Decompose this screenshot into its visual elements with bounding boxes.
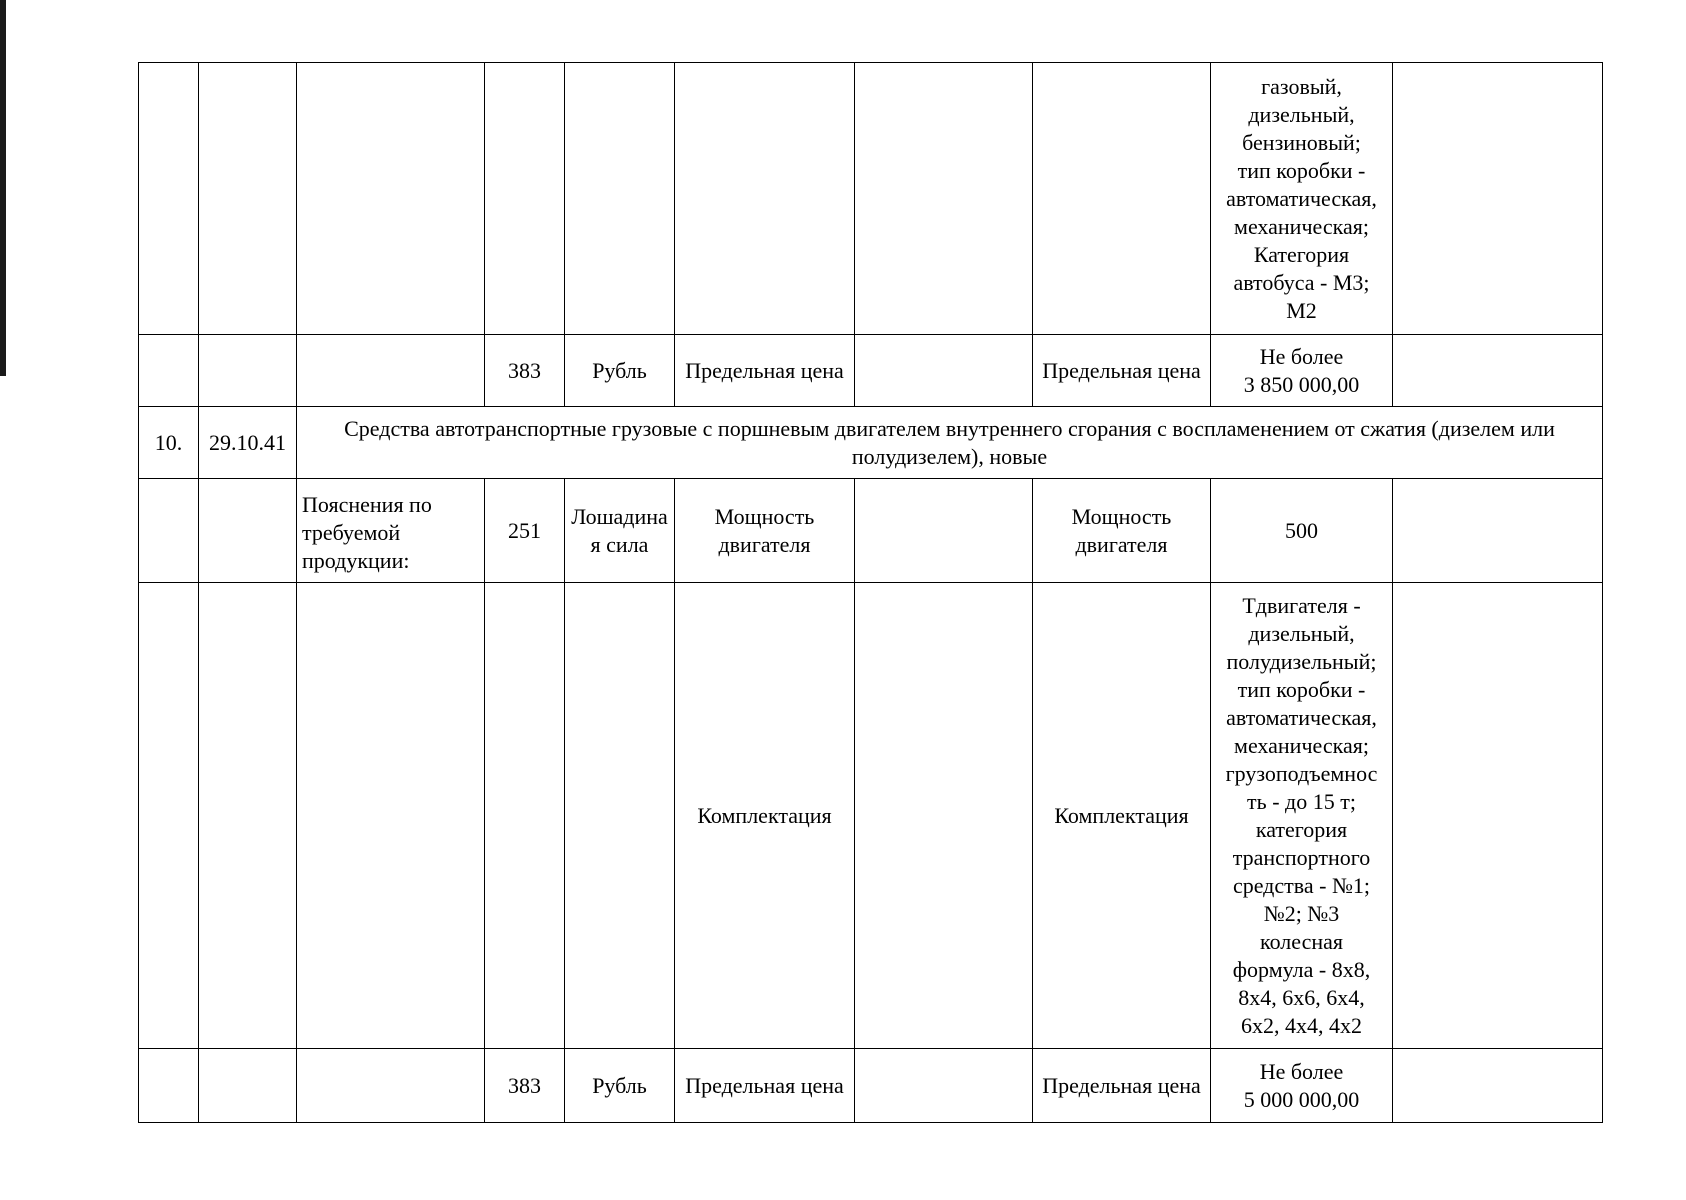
empty-cell [199,1049,297,1123]
okei-code-cell: 251 [485,479,565,583]
empty-cell [855,583,1033,1049]
unit-cell: Рубль [565,1049,675,1123]
row-number-cell: 10. [139,407,199,479]
characteristic-cell: Мощность двигателя [675,479,855,583]
empty-cell [565,63,675,335]
empty-cell [139,63,199,335]
product-name-cell: Средства автотранспортные грузовые с поршневым двигателем внутреннего сгорания с воспламенением от сжатия (дизелем или полудизелем), новые [297,407,1603,479]
empty-cell [139,479,199,583]
empty-cell [1393,479,1603,583]
empty-cell [199,583,297,1049]
empty-cell [855,479,1033,583]
empty-cell [1393,1049,1603,1123]
empty-cell [675,63,855,335]
characteristic-value-cell: Тдвигателя - дизельный, полудизельный; тип коробки - автоматическая, механическая; грузоподъемнос ть - до 15 т; категория транспортного средства - №1; №2; №3 колесная формула - 8x8, 8x4, 6x6, 6x4, 6x2, 4x4, 4x2 [1211,583,1393,1049]
table-row [139,479,1603,583]
characteristic-cell: Предельная цена [1033,1049,1211,1123]
okei-code-cell: 383 [485,335,565,407]
empty-cell [1393,63,1603,335]
empty-cell [139,583,199,1049]
empty-cell [297,335,485,407]
empty-cell [1033,63,1211,335]
characteristic-cell: Предельная цена [1033,335,1211,407]
characteristic-value-cell: газовый, дизельный, бензиновый; тип коробки - автоматическая, механическая; Категория автобуса - М3; М2 [1211,63,1393,335]
table-row [139,583,1603,1049]
empty-cell [485,583,565,1049]
characteristic-cell: Предельная цена [675,335,855,407]
empty-cell [1393,335,1603,407]
empty-cell [855,63,1033,335]
table-row [139,335,1603,407]
empty-cell [565,583,675,1049]
scan-edge-mark [0,0,6,376]
table-row [139,1049,1603,1123]
table-row [139,63,1603,335]
characteristic-cell: Мощность двигателя [1033,479,1211,583]
characteristic-cell: Комплектация [675,583,855,1049]
okpd-code-cell: 29.10.41 [199,407,297,479]
empty-cell [855,335,1033,407]
procurement-requirements-table [138,62,1603,1123]
empty-cell [485,63,565,335]
empty-cell [855,1049,1033,1123]
characteristic-value-cell: 500 [1211,479,1393,583]
empty-cell [199,335,297,407]
characteristic-cell: Комплектация [1033,583,1211,1049]
empty-cell [199,63,297,335]
empty-cell [139,1049,199,1123]
empty-cell [1393,583,1603,1049]
empty-cell [297,1049,485,1123]
price-limit-cell: Не более 5 000 000,00 [1211,1049,1393,1123]
unit-cell: Рубль [565,335,675,407]
empty-cell [297,583,485,1049]
table-row [139,407,1603,479]
empty-cell [139,335,199,407]
unit-cell: Лошадиная сила [565,479,675,583]
empty-cell [199,479,297,583]
empty-cell [297,63,485,335]
explanation-cell: Пояснения по требуемой продукции: [297,479,485,583]
price-limit-cell: Не более 3 850 000,00 [1211,335,1393,407]
characteristic-cell: Предельная цена [675,1049,855,1123]
okei-code-cell: 383 [485,1049,565,1123]
